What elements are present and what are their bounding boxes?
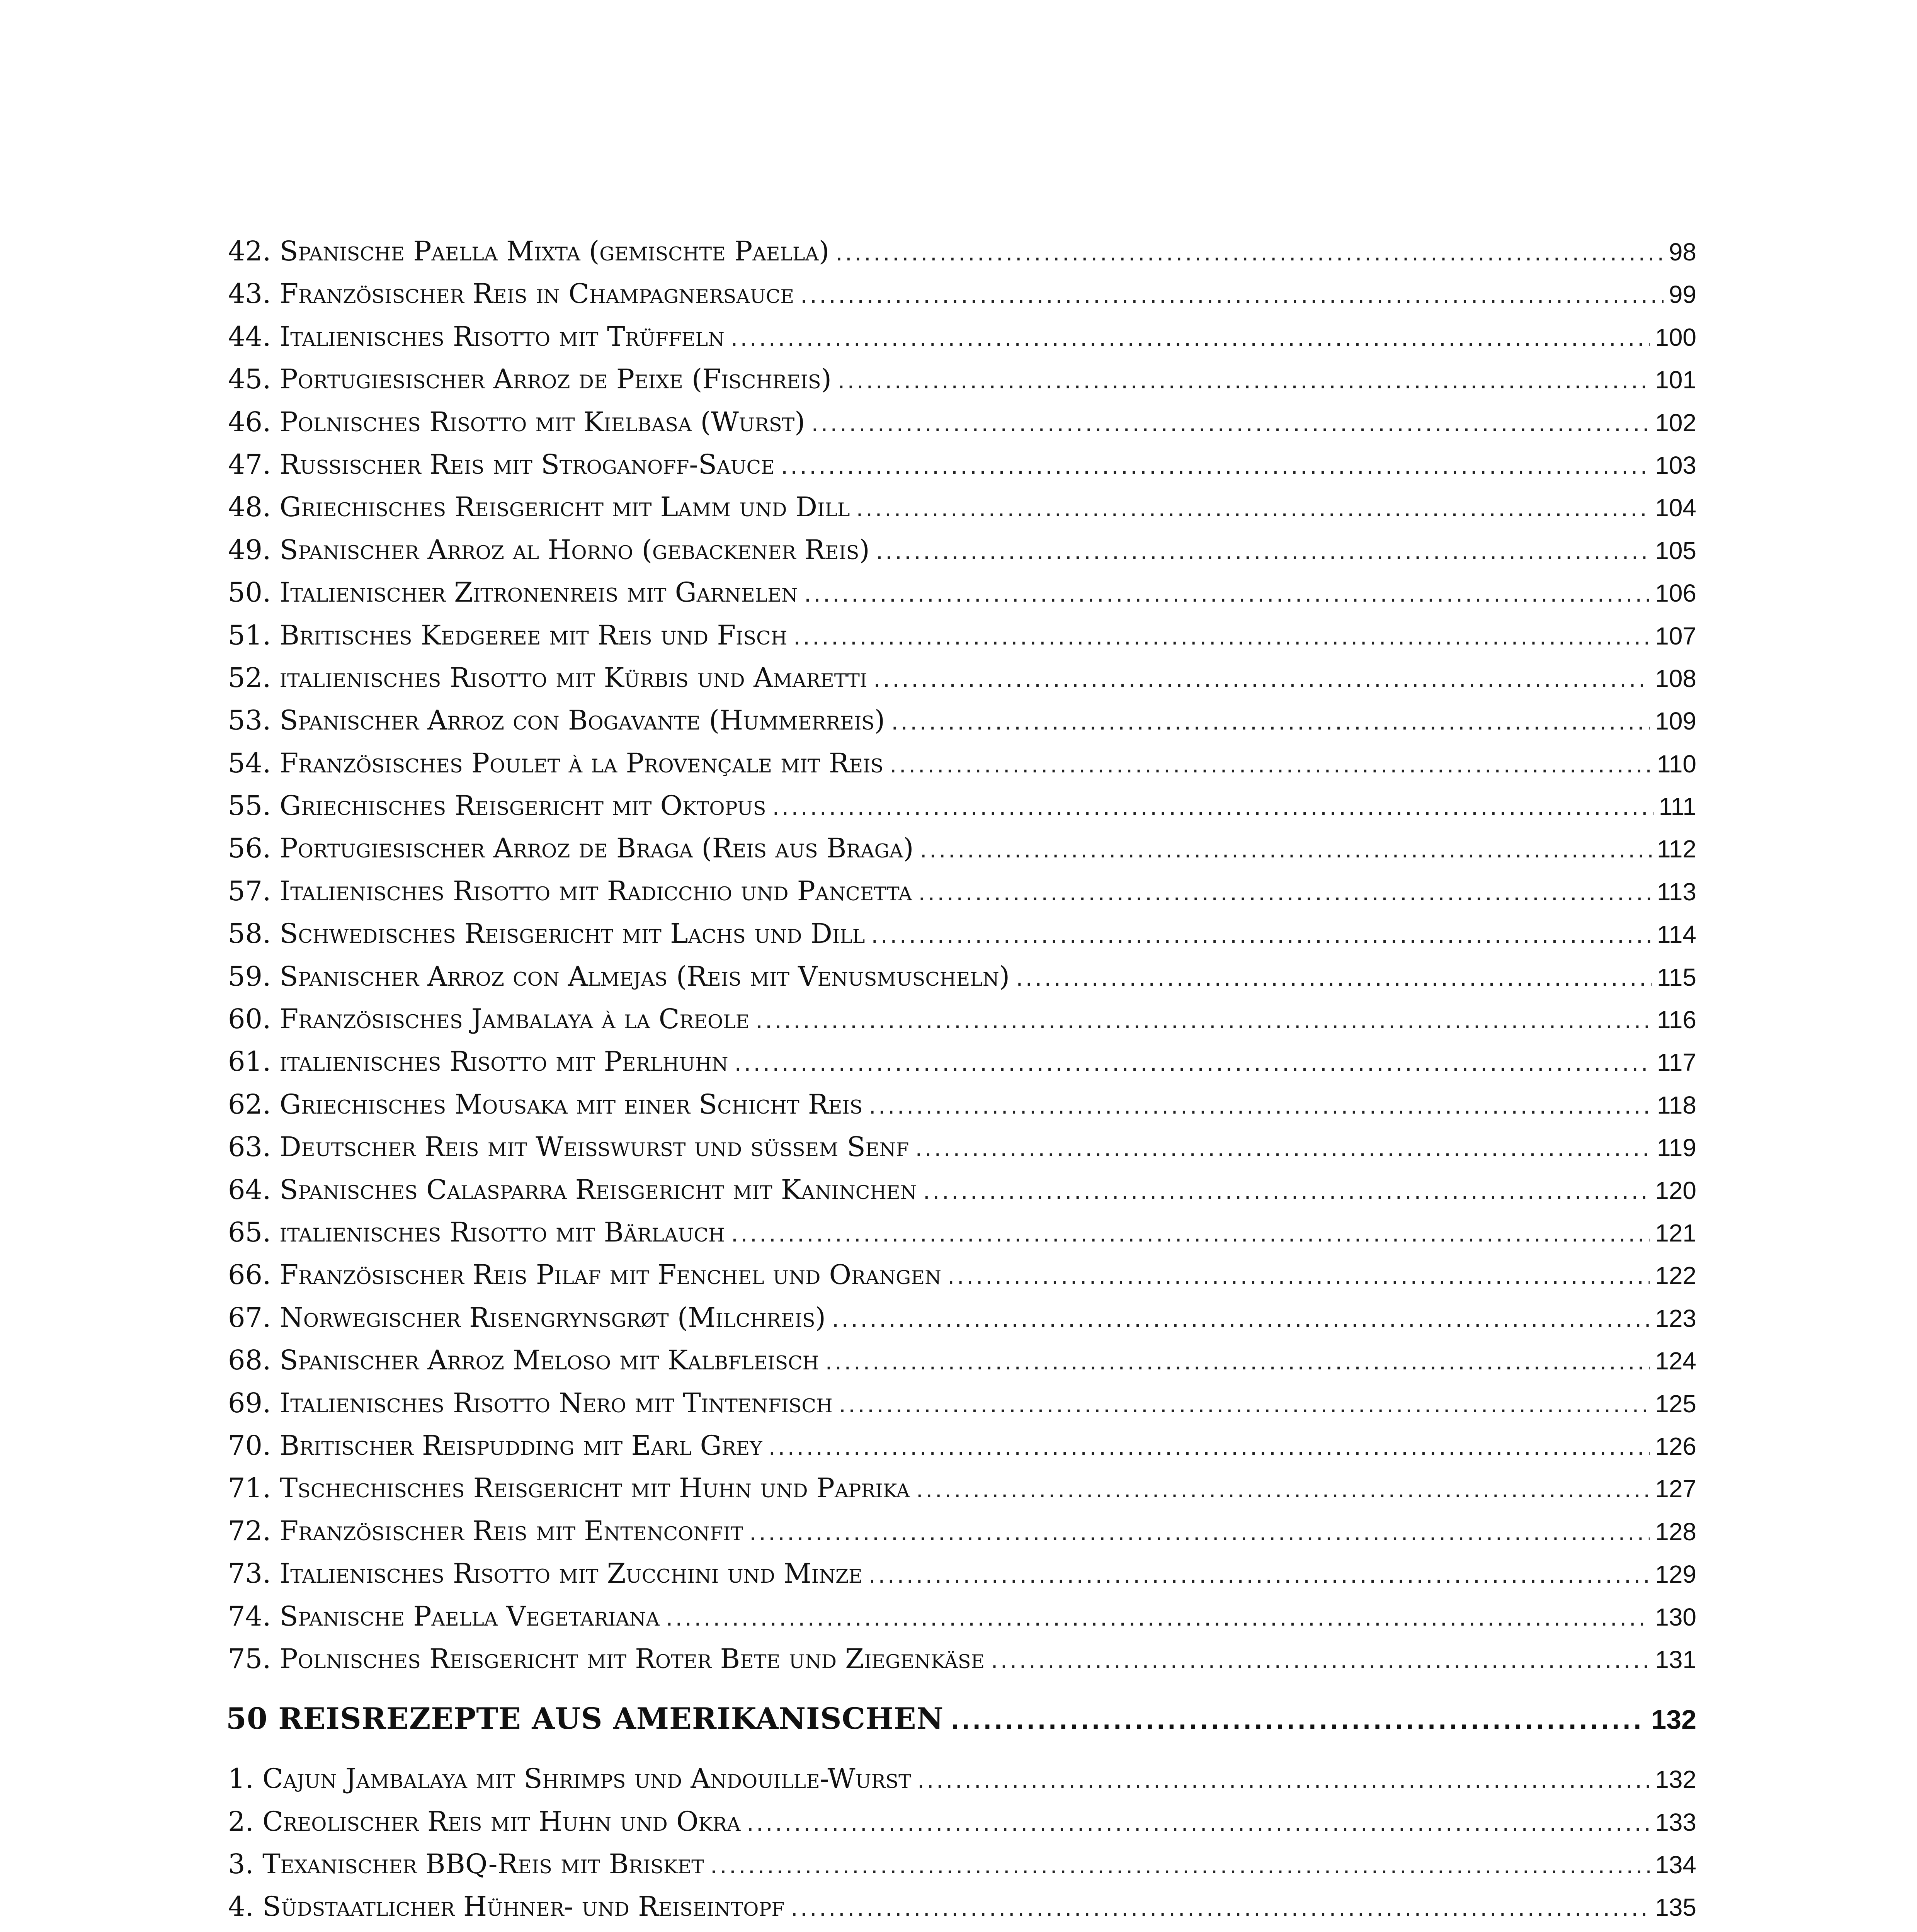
entry-number: 1. bbox=[228, 1763, 254, 1795]
entry-spacer bbox=[254, 1800, 262, 1843]
entry-page-number: 134 bbox=[1655, 1851, 1696, 1879]
entry-title: Britischer Reispudding mit Earl Grey bbox=[279, 1429, 762, 1461]
toc-entry[interactable] bbox=[228, 742, 1696, 784]
toc-entry[interactable] bbox=[228, 998, 1696, 1040]
toc-entry[interactable] bbox=[228, 1382, 1696, 1424]
dot-leader bbox=[839, 1383, 1650, 1426]
entry-title: Südstaatlicher Hühner- und Reiseintopf bbox=[262, 1891, 785, 1923]
entry-number: 42. bbox=[228, 235, 271, 267]
section-page-number: 132 bbox=[1651, 1704, 1696, 1735]
entry-spacer bbox=[271, 1382, 279, 1424]
entry-page-number: 114 bbox=[1657, 920, 1696, 949]
entry-number: 69. bbox=[228, 1387, 271, 1419]
entry-number: 60. bbox=[228, 1003, 271, 1035]
entry-number: 47. bbox=[228, 448, 271, 480]
toc-entry[interactable] bbox=[228, 1083, 1696, 1126]
dot-leader bbox=[917, 1759, 1650, 1801]
entry-page-number bbox=[1655, 1929, 1696, 1932]
dot-leader bbox=[735, 1042, 1652, 1084]
entry-spacer bbox=[271, 1296, 279, 1339]
toc-entry[interactable] bbox=[228, 315, 1696, 358]
entry-spacer bbox=[271, 1339, 279, 1381]
entry-number: 45. bbox=[228, 363, 271, 395]
toc-entry[interactable] bbox=[228, 1552, 1696, 1595]
entry-title: Schwedisches Reisgericht mit Lachs und Dill bbox=[279, 918, 865, 950]
dot-leader bbox=[825, 1340, 1650, 1383]
dot-leader bbox=[890, 743, 1652, 786]
toc-entry[interactable] bbox=[228, 1211, 1696, 1253]
entry-title: Polnisches Risotto mit Kielbasa (Wurst) bbox=[279, 406, 805, 438]
entry-title: Cajun Jambalaya mit Shrimps und Andouille-Wurst bbox=[262, 1763, 911, 1795]
dot-leader bbox=[832, 1298, 1650, 1340]
dot-leader bbox=[869, 1085, 1652, 1127]
entry-page-number: 116 bbox=[1657, 1006, 1696, 1034]
toc-entry[interactable] bbox=[228, 912, 1696, 955]
entry-page-number: 109 bbox=[1655, 707, 1696, 735]
toc-entry[interactable] bbox=[228, 1595, 1696, 1638]
entry-number: 63. bbox=[228, 1131, 271, 1163]
toc-entry[interactable] bbox=[228, 358, 1696, 400]
entry-number: 48. bbox=[228, 491, 271, 523]
entry-number: 50. bbox=[228, 577, 271, 609]
entry-number: 73. bbox=[228, 1558, 271, 1590]
dot-leader bbox=[915, 1127, 1652, 1170]
dot-leader bbox=[918, 871, 1652, 914]
entry-title: Portugiesischer Arroz de Braga (Reis aus Braga) bbox=[279, 832, 914, 864]
entry-spacer bbox=[271, 614, 279, 656]
entry-page-number: 102 bbox=[1655, 408, 1696, 437]
entry-page-number: 108 bbox=[1655, 664, 1696, 692]
entry-page-number: 118 bbox=[1657, 1091, 1696, 1119]
entry-spacer bbox=[271, 699, 279, 742]
entry-page-number: 113 bbox=[1657, 878, 1696, 906]
entry-title: Griechisches Reisgericht mit Oktopus bbox=[279, 790, 766, 822]
toc-entry[interactable] bbox=[228, 784, 1696, 827]
entry-page-number: 131 bbox=[1655, 1645, 1696, 1673]
dot-leader bbox=[873, 658, 1650, 701]
entry-page-number: 129 bbox=[1655, 1560, 1696, 1588]
toc-entry[interactable] bbox=[228, 614, 1696, 656]
toc-entry[interactable] bbox=[228, 1638, 1696, 1680]
toc-entry[interactable] bbox=[228, 1885, 1696, 1928]
dot-leader bbox=[710, 1844, 1650, 1887]
entry-number: 58. bbox=[228, 918, 271, 950]
dot-leader bbox=[731, 317, 1650, 359]
entry-number: 46. bbox=[228, 406, 271, 438]
entry-number: 61. bbox=[228, 1046, 271, 1078]
toc-entry[interactable] bbox=[228, 1040, 1696, 1083]
dot-leader bbox=[747, 1802, 1650, 1844]
toc-entry[interactable] bbox=[228, 1126, 1696, 1168]
entry-number: 64. bbox=[228, 1173, 271, 1206]
entry-title: Spanische Paella Vegetariana bbox=[279, 1600, 660, 1632]
entry-number: 2. bbox=[228, 1805, 254, 1837]
toc-list-international bbox=[228, 230, 1696, 1680]
toc-entry[interactable] bbox=[228, 1339, 1696, 1381]
entry-spacer bbox=[254, 1928, 262, 1932]
dot-leader bbox=[876, 530, 1650, 573]
dot-leader bbox=[793, 616, 1650, 658]
dot-leader bbox=[804, 573, 1650, 615]
entry-title: Creolischer Reis mit Huhn und Okra bbox=[262, 1805, 741, 1837]
dot-leader bbox=[920, 828, 1652, 871]
entry-page-number: 128 bbox=[1655, 1517, 1696, 1546]
toc-entry[interactable] bbox=[228, 529, 1696, 571]
toc-entry[interactable] bbox=[228, 1296, 1696, 1339]
entry-title: Griechisches Mousaka mit einer Schicht Reis bbox=[279, 1088, 863, 1120]
entry-number: 57. bbox=[228, 875, 271, 907]
dot-leader bbox=[811, 402, 1650, 445]
entry-spacer bbox=[271, 656, 279, 699]
entry-title: italienisches Risotto mit Bärlauch bbox=[279, 1216, 725, 1248]
entry-spacer bbox=[271, 870, 279, 912]
entry-spacer bbox=[271, 784, 279, 827]
entry-spacer bbox=[271, 1253, 279, 1296]
toc-entry[interactable] bbox=[228, 571, 1696, 614]
dot-leader bbox=[838, 359, 1650, 402]
entry-spacer bbox=[271, 486, 279, 528]
entry-number: 71. bbox=[228, 1472, 271, 1504]
entry-spacer bbox=[271, 1638, 279, 1680]
entry-title: italienisches Risotto mit Kürbis und Amaretti bbox=[279, 662, 867, 694]
toc-entry[interactable] bbox=[228, 1843, 1696, 1885]
entry-spacer bbox=[271, 1168, 279, 1211]
entry-spacer bbox=[271, 401, 279, 443]
entry-title: Französischer Reis in Champagnersauce bbox=[279, 278, 794, 310]
entry-spacer bbox=[271, 529, 279, 571]
entry-spacer bbox=[271, 1424, 279, 1467]
entry-number: 3. bbox=[228, 1848, 254, 1880]
dot-leader bbox=[791, 1887, 1650, 1929]
entry-title: Italienisches Risotto Nero mit Tintenfisch bbox=[279, 1387, 833, 1419]
entry-number: 51. bbox=[228, 619, 271, 651]
entry-title: Spanisches Calasparra Reisgericht mit Kaninchen bbox=[279, 1173, 917, 1206]
entry-title: Deutscher Reis mit Weißwurst und süßem Senf bbox=[279, 1131, 909, 1163]
entry-spacer bbox=[271, 571, 279, 614]
dot-leader bbox=[856, 487, 1650, 530]
dot-leader bbox=[869, 1554, 1650, 1596]
entry-title: Britisches Kedgeree mit Reis und Fisch bbox=[279, 619, 788, 651]
toc-entry[interactable] bbox=[228, 1467, 1696, 1509]
entry-page-number: 104 bbox=[1655, 494, 1696, 522]
entry-title: italienisches Risotto mit Perlhuhn bbox=[279, 1046, 728, 1078]
dot-leader bbox=[666, 1597, 1650, 1639]
entry-number: 66. bbox=[228, 1259, 271, 1291]
table-of-contents bbox=[228, 230, 1696, 1932]
dot-leader bbox=[947, 1255, 1650, 1298]
entry-title: Griechisches Reisgericht mit Lamm und Dill bbox=[279, 491, 850, 523]
entry-page-number: 120 bbox=[1655, 1176, 1696, 1204]
toc-entry[interactable] bbox=[228, 955, 1696, 998]
toc-entry[interactable] bbox=[228, 827, 1696, 869]
entry-page-number: 112 bbox=[1657, 835, 1696, 863]
entry-page-number: 110 bbox=[1657, 750, 1696, 778]
entry-spacer bbox=[271, 230, 279, 272]
entry-spacer bbox=[271, 443, 279, 486]
entry-spacer bbox=[271, 1126, 279, 1168]
entry-page-number: 124 bbox=[1655, 1347, 1696, 1375]
entry-title bbox=[262, 1928, 1011, 1932]
entry-number: 72. bbox=[228, 1515, 271, 1547]
entry-title: Norwegischer Risengrynsgrøt (Milchreis) bbox=[279, 1301, 826, 1333]
entry-page-number: 121 bbox=[1655, 1219, 1696, 1247]
entry-page-number: 100 bbox=[1655, 323, 1696, 351]
toc-entry[interactable] bbox=[228, 1168, 1696, 1211]
entry-title: Tschechisches Reisgericht mit Huhn und Paprika bbox=[279, 1472, 910, 1504]
entry-number: 49. bbox=[228, 534, 271, 566]
entry-page-number: 107 bbox=[1655, 622, 1696, 650]
dot-leader bbox=[916, 1468, 1650, 1511]
entry-page-number: 126 bbox=[1655, 1432, 1696, 1460]
entry-spacer bbox=[271, 1552, 279, 1595]
toc-entry[interactable] bbox=[228, 230, 1696, 272]
entry-number: 75. bbox=[228, 1643, 271, 1675]
entry-page-number: 119 bbox=[1657, 1134, 1696, 1162]
dot-leader bbox=[951, 1690, 1646, 1752]
entry-title: Französisches Jambalaya à la Creole bbox=[279, 1003, 750, 1035]
entry-number: 55. bbox=[228, 790, 271, 822]
dot-leader bbox=[749, 1511, 1650, 1554]
entry-spacer bbox=[271, 315, 279, 358]
section-title: 50 REISREZEPTE AUS AMERIKANISCHEN bbox=[226, 1701, 944, 1736]
dot-leader bbox=[731, 1213, 1650, 1255]
entry-spacer bbox=[254, 1757, 262, 1800]
entry-number: 52. bbox=[228, 662, 271, 694]
entry-page-number: 132 bbox=[1655, 1765, 1696, 1794]
entry-number: 70. bbox=[228, 1429, 271, 1461]
entry-page-number: 105 bbox=[1655, 536, 1696, 565]
dot-leader bbox=[835, 231, 1664, 274]
toc-entry[interactable] bbox=[228, 1253, 1696, 1296]
dot-leader bbox=[772, 786, 1653, 828]
entry-title: Französisches Poulet à la Provençale mit Reis bbox=[279, 747, 884, 779]
entry-page-number: 111 bbox=[1658, 793, 1696, 821]
entry-spacer bbox=[271, 742, 279, 784]
toc-entry[interactable] bbox=[228, 1800, 1696, 1843]
toc-entry[interactable] bbox=[228, 1757, 1696, 1800]
entry-page-number: 101 bbox=[1655, 366, 1696, 394]
entry-title: Texanischer BBQ-Reis mit Brisket bbox=[262, 1848, 704, 1880]
entry-title: Italienischer Zitronenreis mit Garnelen bbox=[279, 577, 798, 609]
toc-entry[interactable] bbox=[228, 486, 1696, 528]
entry-number: 74. bbox=[228, 1600, 271, 1632]
entry-title: Französischer Reis Pilaf mit Fenchel und Orangen bbox=[279, 1259, 941, 1291]
entry-number: 68. bbox=[228, 1344, 271, 1376]
toc-entry[interactable] bbox=[228, 1510, 1696, 1552]
entry-page-number: 130 bbox=[1655, 1603, 1696, 1631]
entry-spacer bbox=[271, 1211, 279, 1253]
entry-number: 43. bbox=[228, 278, 271, 310]
entry-page-number: 125 bbox=[1655, 1389, 1696, 1418]
entry-page-number: 106 bbox=[1655, 579, 1696, 607]
dot-leader bbox=[1016, 957, 1652, 999]
dot-leader bbox=[756, 999, 1652, 1042]
dot-leader bbox=[1017, 1930, 1650, 1932]
entry-title: Italienisches Risotto mit Zucchini und Minze bbox=[279, 1558, 862, 1590]
entry-spacer bbox=[271, 955, 279, 998]
entry-page-number: 127 bbox=[1655, 1475, 1696, 1503]
toc-entry[interactable] bbox=[228, 656, 1696, 699]
dot-leader bbox=[923, 1170, 1650, 1213]
entry-spacer bbox=[254, 1843, 262, 1885]
entry-spacer bbox=[271, 1510, 279, 1552]
entry-page-number: 122 bbox=[1655, 1262, 1696, 1290]
entry-spacer bbox=[271, 1040, 279, 1083]
dot-leader bbox=[781, 445, 1650, 487]
entry-spacer bbox=[271, 912, 279, 955]
toc-list-american bbox=[228, 1757, 1696, 1932]
toc-entry[interactable] bbox=[228, 870, 1696, 912]
entry-number: 54. bbox=[228, 747, 271, 779]
entry-number: 59. bbox=[228, 960, 271, 992]
entry-number: 62. bbox=[228, 1088, 271, 1120]
entry-number: 44. bbox=[228, 320, 271, 352]
entry-page-number: 99 bbox=[1669, 281, 1696, 309]
entry-number: 67. bbox=[228, 1301, 271, 1333]
dot-leader bbox=[871, 914, 1652, 956]
dot-leader bbox=[891, 701, 1650, 743]
entry-number bbox=[228, 1928, 254, 1932]
entry-title: Spanischer Arroz con Almejas (Reis mit Venusmuscheln) bbox=[279, 960, 1010, 992]
entry-spacer bbox=[271, 998, 279, 1040]
entry-spacer bbox=[271, 1083, 279, 1126]
entry-spacer bbox=[271, 358, 279, 400]
entry-title: Spanische Paella Mixta (gemischte Paella) bbox=[279, 235, 830, 267]
entry-number: 65. bbox=[228, 1216, 271, 1248]
entry-page-number: 98 bbox=[1669, 238, 1696, 266]
entry-page-number: 133 bbox=[1655, 1808, 1696, 1836]
entry-number: 4. bbox=[228, 1891, 254, 1923]
entry-spacer bbox=[271, 272, 279, 315]
entry-spacer bbox=[271, 1467, 279, 1509]
dot-leader bbox=[991, 1639, 1650, 1682]
entry-spacer bbox=[271, 827, 279, 869]
dot-leader bbox=[769, 1426, 1650, 1468]
entry-page-number: 123 bbox=[1655, 1304, 1696, 1332]
entry-page-number: 135 bbox=[1655, 1893, 1696, 1922]
entry-number: 53. bbox=[228, 704, 271, 736]
toc-section-heading[interactable] bbox=[226, 1688, 1696, 1750]
entry-title: Italienisches Risotto mit Radicchio und Pancetta bbox=[279, 875, 912, 907]
entry-title: Spanischer Arroz Meloso mit Kalbfleisch bbox=[279, 1344, 819, 1376]
entry-title: Italienisches Risotto mit Trüffeln bbox=[279, 320, 725, 352]
toc-entry[interactable] bbox=[228, 401, 1696, 443]
entry-number: 56. bbox=[228, 832, 271, 864]
entry-title: Polnisches Reisgericht mit Roter Bete und Ziegenkäse bbox=[279, 1643, 985, 1675]
toc-entry[interactable] bbox=[228, 1424, 1696, 1467]
entry-spacer bbox=[254, 1885, 262, 1928]
entry-page-number: 115 bbox=[1657, 963, 1696, 991]
entry-page-number: 103 bbox=[1655, 451, 1696, 479]
dot-leader bbox=[800, 274, 1664, 316]
entry-spacer bbox=[271, 1595, 279, 1638]
entry-title: Spanischer Arroz al Horno (gebackener Reis) bbox=[279, 534, 870, 566]
entry-title: Portugiesischer Arroz de Peixe (Fischreis) bbox=[279, 363, 832, 395]
entry-title: Russischer Reis mit Stroganoff-Sauce bbox=[279, 448, 775, 480]
entry-title: Französischer Reis mit Entenconfit bbox=[279, 1515, 743, 1547]
toc-entry[interactable] bbox=[228, 699, 1696, 742]
toc-entry[interactable] bbox=[228, 272, 1696, 315]
entry-page-number: 117 bbox=[1657, 1048, 1696, 1077]
entry-title: Spanischer Arroz con Bogavante (Hummerreis) bbox=[279, 704, 885, 736]
toc-entry[interactable] bbox=[228, 443, 1696, 486]
